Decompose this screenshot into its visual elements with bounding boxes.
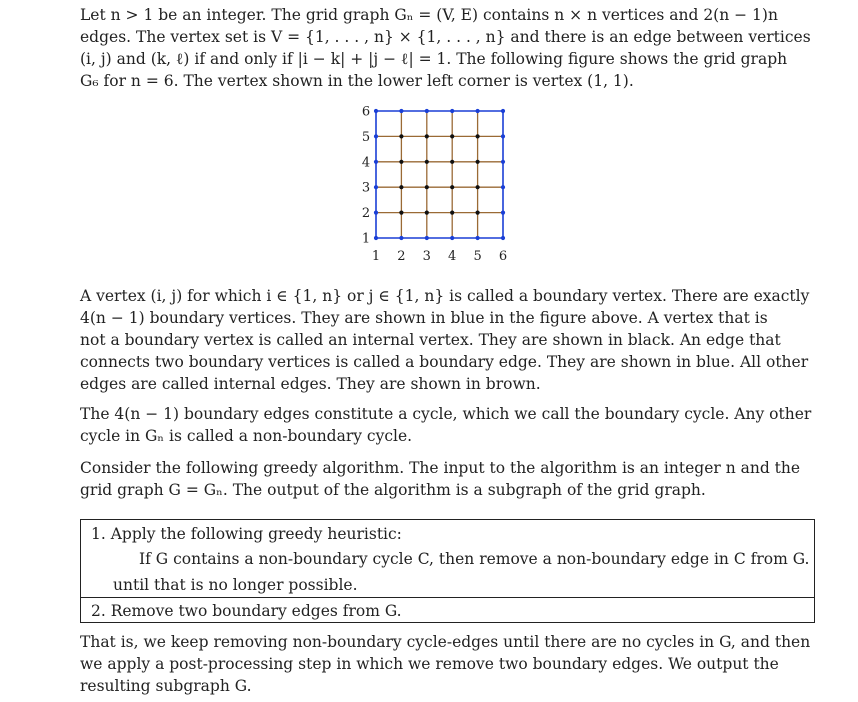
x-tick-label: 6	[498, 249, 508, 264]
y-tick-label: 4	[361, 155, 371, 171]
closing-paragraph	[80, 631, 811, 697]
cycle-line-1: The 4(n − 1) boundary edges constitute a cycle, which we call the boundary cycle. Any other	[80, 405, 812, 423]
boundary-vertex	[425, 109, 429, 113]
boundary-definition-paragraph	[80, 285, 810, 395]
intro-line-2: edges. The vertex set is V = {1, . . . , n} × {1, . . . , n} and there is an edge between vertices	[80, 28, 811, 46]
boundary-vertex	[450, 109, 454, 113]
x-tick-label: 5	[473, 249, 482, 264]
boundary-line-2: 4(n − 1) boundary vertices. They are shown in blue in the figure above. A vertex that is	[80, 309, 768, 327]
algorithm-step-1: 1. Apply the following greedy heuristic:	[91, 525, 402, 543]
boundary-line-1: A vertex (i, j) for which i ∈ {1, n} or j ∈ {1, n} is called a boundary vertex. There are exactly	[80, 287, 810, 305]
y-tick-label: 6	[361, 104, 371, 120]
internal-vertex	[425, 211, 429, 215]
internal-vertex	[399, 211, 403, 215]
internal-vertex	[425, 185, 429, 189]
algorithm-step-2: 2. Remove two boundary edges from G.	[91, 602, 402, 620]
boundary-vertex	[501, 185, 505, 189]
x-tick-label: 1	[371, 249, 381, 264]
x-tick-label: 2	[397, 249, 406, 264]
boundary-vertex	[501, 211, 505, 215]
internal-vertex	[399, 160, 403, 164]
closing-line-2: we apply a post-processing step in which we remove two boundary edges. We output the	[80, 655, 779, 673]
internal-vertex	[425, 160, 429, 164]
boundary-vertex	[450, 236, 454, 240]
boundary-vertex	[374, 160, 378, 164]
greedy-line-2: grid graph G = Gₙ. The output of the algorithm is a subgraph of the grid graph.	[80, 481, 706, 499]
boundary-vertex	[399, 236, 403, 240]
x-tick-label: 4	[448, 249, 457, 264]
x-tick-label: 3	[422, 249, 431, 264]
boundary-vertex	[374, 211, 378, 215]
y-tick-label: 3	[361, 180, 371, 196]
intro-line-1: Let n > 1 be an integer. The grid graph Gₙ = (V, E) contains n × n vertices and 2(n − 1)n	[80, 6, 778, 24]
internal-vertex	[450, 211, 454, 215]
boundary-line-5: edges are called internal edges. They are shown in brown.	[80, 375, 541, 393]
boundary-vertex	[501, 160, 505, 164]
y-tick-label: 2	[361, 206, 371, 222]
boundary-vertex	[374, 134, 378, 138]
boundary-vertex	[425, 236, 429, 240]
intro-paragraph	[80, 4, 811, 92]
boundary-line-3: not a boundary vertex is called an internal vertex. They are shown in black. An edge that	[80, 331, 781, 349]
boundary-vertex	[374, 185, 378, 189]
boundary-line-4: connects two boundary vertices is called a boundary edge. They are shown in blue. All other	[80, 353, 809, 371]
internal-vertex	[399, 185, 403, 189]
internal-vertex	[399, 134, 403, 138]
internal-vertex	[476, 134, 480, 138]
boundary-vertex	[476, 236, 480, 240]
greedy-intro-paragraph	[80, 457, 801, 501]
boundary-vertex	[501, 109, 505, 113]
algorithm-box	[80, 519, 815, 623]
boundary-cycle-paragraph	[80, 403, 812, 447]
grid-graph-figure	[340, 98, 530, 270]
boundary-vertex	[374, 236, 378, 240]
boundary-vertex	[501, 134, 505, 138]
algorithm-step-1-rule: If G contains a non-boundary cycle C, then remove a non-boundary edge in C from G.	[139, 550, 810, 568]
y-tick-label: 5	[361, 129, 371, 145]
internal-vertex	[450, 160, 454, 164]
algorithm-step-1-until: until that is no longer possible.	[113, 576, 358, 594]
closing-line-1: That is, we keep removing non-boundary cycle-edges until there are no cycles in G, and then	[80, 633, 811, 651]
internal-vertex	[476, 160, 480, 164]
closing-line-3: resulting subgraph G.	[80, 677, 252, 695]
intro-line-3: (i, j) and (k, ℓ) if and only if |i − k| + |j − ℓ| = 1. The following figure shows the grid graph	[80, 50, 788, 68]
boundary-vertex	[501, 236, 505, 240]
internal-vertex	[450, 185, 454, 189]
internal-vertex	[450, 134, 454, 138]
boundary-vertex	[476, 109, 480, 113]
internal-vertex	[476, 211, 480, 215]
algorithm-divider	[81, 597, 814, 598]
internal-vertex	[425, 134, 429, 138]
greedy-line-1: Consider the following greedy algorithm. The input to the algorithm is an integer n and the	[80, 459, 801, 477]
boundary-vertex	[374, 109, 378, 113]
intro-line-4: G₆ for n = 6. The vertex shown in the lower left corner is vertex (1, 1).	[80, 72, 634, 90]
boundary-vertex	[399, 109, 403, 113]
cycle-line-2: cycle in Gₙ is called a non-boundary cycle.	[80, 427, 413, 445]
internal-vertex	[476, 185, 480, 189]
y-tick-label: 1	[361, 231, 371, 247]
